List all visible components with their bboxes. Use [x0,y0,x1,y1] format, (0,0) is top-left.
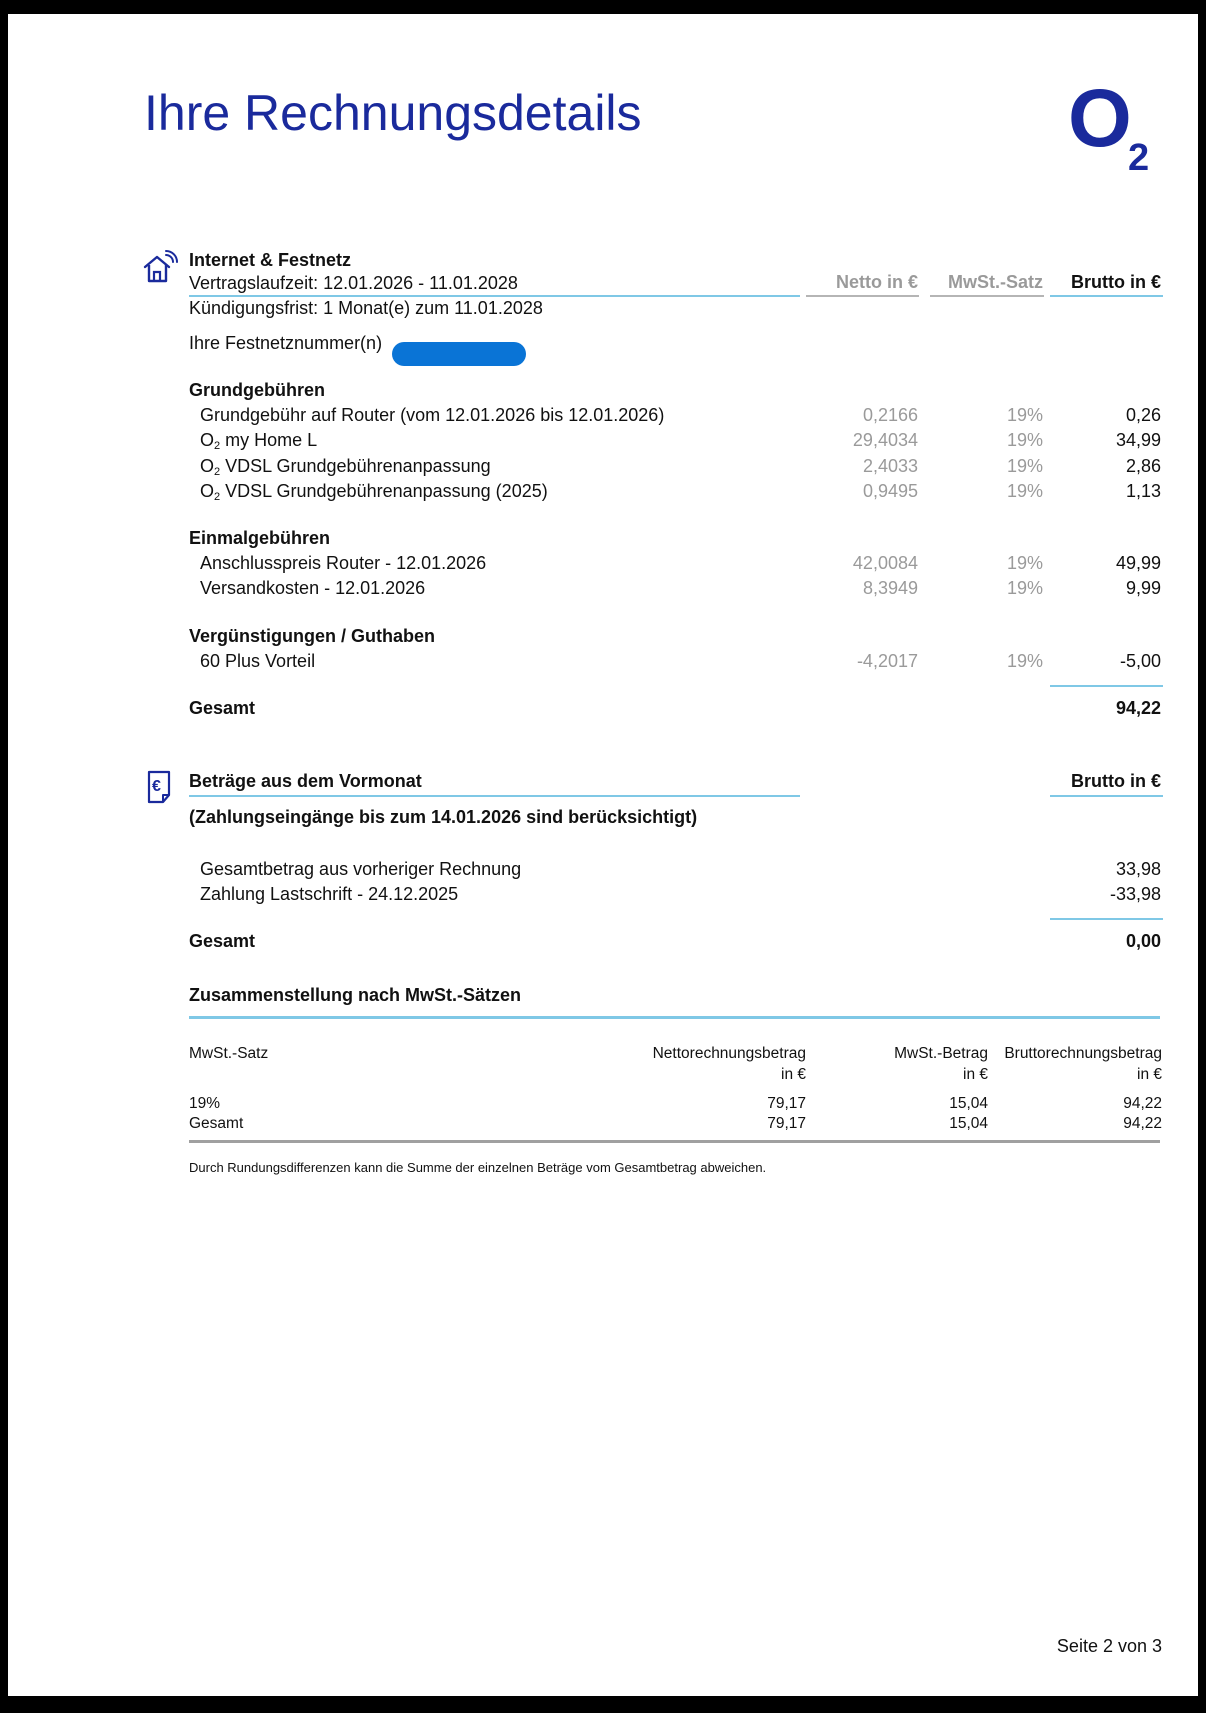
line-item-brutto: -5,00 [1119,651,1161,671]
line-item-rate: 19% [1006,553,1043,573]
divider [189,1140,1160,1143]
divider [1050,795,1163,797]
divider [189,295,800,297]
vat-col-gross-unit: in € [1137,1066,1162,1083]
line-item-rate: 19% [1006,578,1043,598]
line-item-brutto: 33,98 [1115,859,1161,879]
col-mwst-header: MwSt.-Satz [947,272,1043,292]
col-netto-header: Netto in € [835,272,918,292]
line-item-label: $O_2$ VDSL Grundgebührenanpassung [200,456,491,478]
vat-row-rate: Gesamt [189,1115,244,1132]
vat-col-tax-unit: in € [963,1066,988,1083]
phone-number-label: Ihre Festnetznummer(n) [189,333,383,353]
section-internet-heading: Internet & Festnetz [189,250,352,270]
divider [806,295,919,297]
total-value: 94,22 [1115,698,1161,718]
vat-row-tax: 15,04 [949,1095,988,1112]
line-item-label: $O_2$ my Home L [200,430,318,452]
vat-col-rate: MwSt.-Satz [189,1045,269,1062]
divider [1050,295,1163,297]
o2-subscript: 2 [214,491,221,503]
line-item-netto: 0,2166 [862,405,918,425]
line-item-netto: 0,9495 [862,481,918,501]
vat-row-net: 79,17 [767,1095,806,1112]
line-item-netto: 42,0084 [852,553,918,573]
line-item-brutto: -33,98 [1109,884,1161,904]
o2-subscript: 2 [214,440,221,452]
total-label: Gesamt [189,931,256,951]
line-item-label-text: VDSL Grundgebührenanpassung [225,456,491,476]
line-item-netto: 2,4033 [862,456,918,476]
einmal-heading: Einmalgebühren [189,528,331,548]
line-item-rate: 19% [1006,456,1043,476]
redacted-phone-number [392,342,526,366]
logo-sub: 2 [1128,137,1150,176]
vat-row-tax: 15,04 [949,1115,988,1132]
line-item-label: $O_2$ VDSL Grundgebührenanpassung (2025) [200,481,548,503]
vat-col-net-unit: in € [781,1066,806,1083]
vat-row-net: 79,17 [767,1115,806,1132]
divider [1050,918,1163,920]
line-item-rate: 19% [1006,651,1043,671]
rounding-note: Durch Rundungsdifferenzen kann die Summe der einzelnen Beträge vom Gesamtbetrag abweichen. [189,1160,767,1175]
page-title: Ihre Rechnungsdetails [144,85,642,141]
line-item-label: Zahlung Lastschrift - 24.12.2025 [200,884,459,904]
logo-main: O [1068,76,1132,164]
line-item-label: 60 Plus Vorteil [200,651,316,671]
o2-logo-icon [1068,76,1168,176]
line-item-netto: 8,3949 [862,578,918,598]
vat-col-tax: MwSt.-Betrag [894,1045,988,1062]
line-item-label: Versandkosten - 12.01.2026 [200,578,426,598]
line-item-label: Grundgebühr auf Router (vom 12.01.2026 bis 12.01.2026) [200,405,665,425]
line-item-brutto: 1,13 [1125,481,1161,501]
vat-col-gross: Bruttorechnungsbetrag [1004,1045,1162,1062]
line-item-brutto: 9,99 [1125,578,1161,598]
line-item-netto: 29,4034 [852,430,918,450]
page-number: Seite 2 von 3 [1056,1636,1162,1656]
home-wifi-icon [142,250,178,286]
contract-term: Vertragslaufzeit: 12.01.2026 - 11.01.2028 [189,273,518,293]
vat-row-rate: 19% [189,1095,221,1112]
verg-heading: Vergünstigungen / Guthaben [189,626,436,646]
line-item-rate: 19% [1006,481,1043,501]
line-item-label: Gesamtbetrag aus vorheriger Rechnung [200,859,522,879]
line-item-label: Anschlusspreis Router - 12.01.2026 [200,553,487,573]
line-item-netto: -4,2017 [856,651,918,671]
divider [1050,685,1163,687]
divider [189,1016,1160,1019]
line-item-rate: 19% [1006,405,1043,425]
line-item-brutto: 0,26 [1125,405,1161,425]
divider [189,795,800,797]
col-brutto-header: Brutto in € [1071,272,1161,292]
o2-subscript: 2 [214,466,221,478]
total-value: 0,00 [1125,931,1161,951]
line-item-label-text: VDSL Grundgebührenanpassung (2025) [225,481,548,501]
line-item-rate: 19% [1006,430,1043,450]
vat-row-gross: 94,22 [1123,1095,1162,1112]
divider [930,295,1044,297]
line-item-brutto: 34,99 [1115,430,1161,450]
invoice-page [8,14,1198,1696]
vat-summary-heading: Zusammenstellung nach MwSt.-Sätzen [189,985,522,1005]
svg-text:€: € [152,778,161,795]
line-item-label-text: my Home L [225,430,318,450]
col-brutto-header: Brutto in € [1071,771,1161,791]
notice-period: Kündigungsfrist: 1 Monat(e) zum 11.01.2028 [189,298,543,318]
vat-row-gross: 94,22 [1123,1115,1162,1132]
payments-note: (Zahlungseingänge bis zum 14.01.2026 sind berücksichtigt) [189,807,698,827]
total-label: Gesamt [189,698,256,718]
line-item-brutto: 49,99 [1115,553,1161,573]
euro-receipt-icon [146,769,176,805]
section-previous-heading: Beträge aus dem Vormonat [189,771,422,791]
vat-col-net: Nettorechnungsbetrag [652,1045,806,1062]
line-item-brutto: 2,86 [1125,456,1161,476]
grund-heading: Grundgebühren [189,380,325,400]
